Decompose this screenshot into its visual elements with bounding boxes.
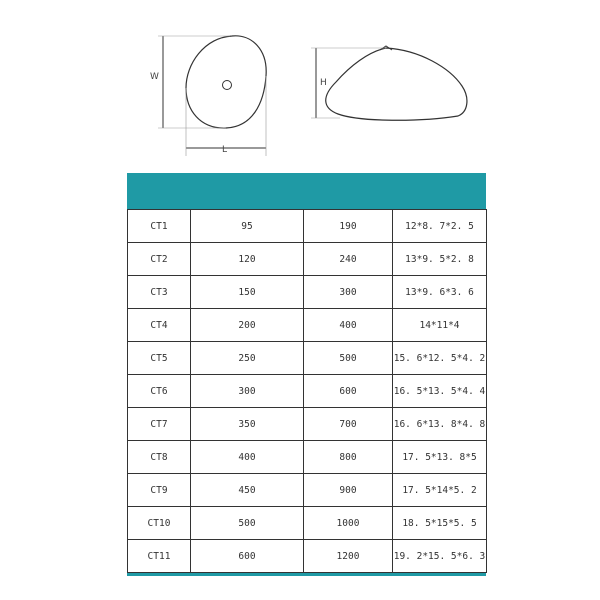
table-row [128,243,487,276]
capacity-cell: 200 [191,309,304,342]
table-row [128,474,487,507]
capacity-cell: 400 [191,441,304,474]
model-cell: CT2 [128,243,191,276]
capacity-cell: 95 [191,210,304,243]
model-cell: CT9 [128,474,191,507]
pair-capacity-cell: 1200 [304,540,393,573]
model-cell: CT3 [128,276,191,309]
dimensions-cell: 17. 5*14*5. 2 [393,474,487,507]
table-footer-bar [127,562,486,576]
pair-capacity-cell: 600 [304,375,393,408]
model-cell: CT6 [128,375,191,408]
pair-capacity-cell: 1000 [304,507,393,540]
capacity-cell: 500 [191,507,304,540]
pair-capacity-cell: 800 [304,441,393,474]
dimensions-cell: 16. 5*13. 5*4. 4 [393,375,487,408]
model-cell: CT1 [128,210,191,243]
dimensions-cell: 15. 6*12. 5*4. 2 [393,342,487,375]
capacity-cell: 300 [191,375,304,408]
dimensions-cell: 12*8. 7*2. 5 [393,210,487,243]
capacity-cell: 600 [191,540,304,573]
dimensions-cell: 18. 5*15*5. 5 [393,507,487,540]
dimensions-cell: 13*9. 6*3. 6 [393,276,487,309]
table-row [128,210,487,243]
table-row [128,276,487,309]
height-label: H [320,78,327,88]
dimensions-cell: 17. 5*13. 8*5 [393,441,487,474]
model-cell: CT7 [128,408,191,441]
dome-side-view-outline [326,48,467,120]
size-table [127,209,487,573]
table-row [128,342,487,375]
table-row [128,441,487,474]
pair-capacity-cell: 190 [304,210,393,243]
pair-capacity-cell: 400 [304,309,393,342]
length-label: L [222,145,228,155]
model-cell: CT5 [128,342,191,375]
dimensions-cell: 13*9. 5*2. 8 [393,243,487,276]
table-row [128,408,487,441]
top-view-drawing [158,36,266,156]
capacity-cell: 120 [191,243,304,276]
pair-capacity-cell: 500 [304,342,393,375]
teardrop-top-view-outline [186,36,266,128]
table-row [128,309,487,342]
product-diagrams [0,0,600,170]
dimensions-cell: 14*11*4 [393,309,487,342]
model-cell: CT8 [128,441,191,474]
capacity-cell: 150 [191,276,304,309]
capacity-cell: 250 [191,342,304,375]
model-cell: CT10 [128,507,191,540]
dimension-drawings [0,0,600,170]
side-view-drawing [311,46,467,120]
table-row [128,375,487,408]
table-row [128,507,487,540]
dimensions-cell: 16. 6*13. 8*4. 8 [393,408,487,441]
capacity-cell: 350 [191,408,304,441]
pair-capacity-cell: 300 [304,276,393,309]
pair-capacity-cell: 240 [304,243,393,276]
table-header-bar [127,173,486,209]
model-cell: CT11 [128,540,191,573]
capacity-cell: 450 [191,474,304,507]
pair-capacity-cell: 700 [304,408,393,441]
dimensions-cell: 19. 2*15. 5*6. 3 [393,540,487,573]
model-cell: CT4 [128,309,191,342]
width-label: W [150,72,159,82]
size-table-panel [127,173,486,576]
pair-capacity-cell: 900 [304,474,393,507]
